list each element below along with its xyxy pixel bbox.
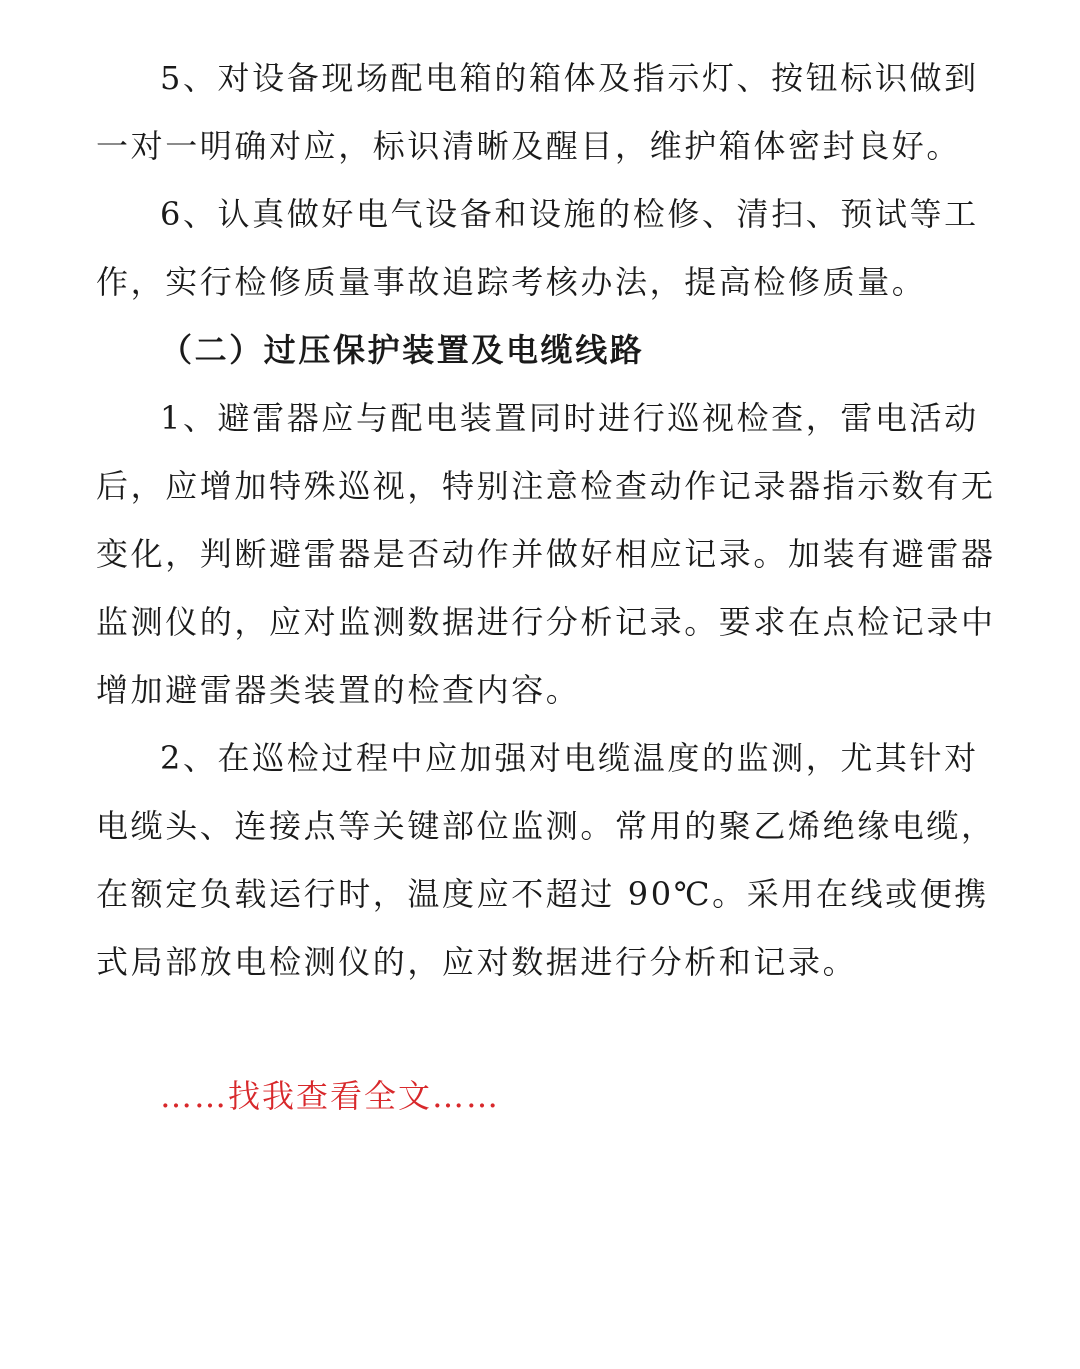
view-full-text-link[interactable]: ……找我查看全文…… <box>160 1077 501 1115</box>
section-heading: （二）过压保护装置及电缆线路 <box>160 331 645 369</box>
paragraph-item-2: 2、在巡检过程中应加强对电缆温度的监测，尤其针对电缆头、连接点等关键部位监测。常用的聚乙烯绝缘电缆，在额定负载运行时，温度应不超过 90℃。采用在线或便携式局部放电检测仪的，应对数据进行分析和记录。 <box>96 739 996 981</box>
paragraph-item-1: 1、避雷器应与配电装置同时进行巡视检查，雷电活动后，应增加特殊巡视，特别注意检查动作记录器指示数有无变化，判断避雷器是否动作并做好相应记录。加装有避雷器监测仪的，应对监测数据进行分析记录。要求在点检记录中增加避雷器类装置的检查内容。 <box>96 399 996 709</box>
paragraph-item-6: 6、认真做好电气设备和设施的检修、清扫、预试等工作，实行检修质量事故追踪考核办法，提高检修质量。 <box>96 195 979 301</box>
paragraph-item-5: 5、对设备现场配电箱的箱体及指示灯、按钮标识做到一对一明确对应，标识清晰及醒目，维护箱体密封良好。 <box>96 59 979 165</box>
